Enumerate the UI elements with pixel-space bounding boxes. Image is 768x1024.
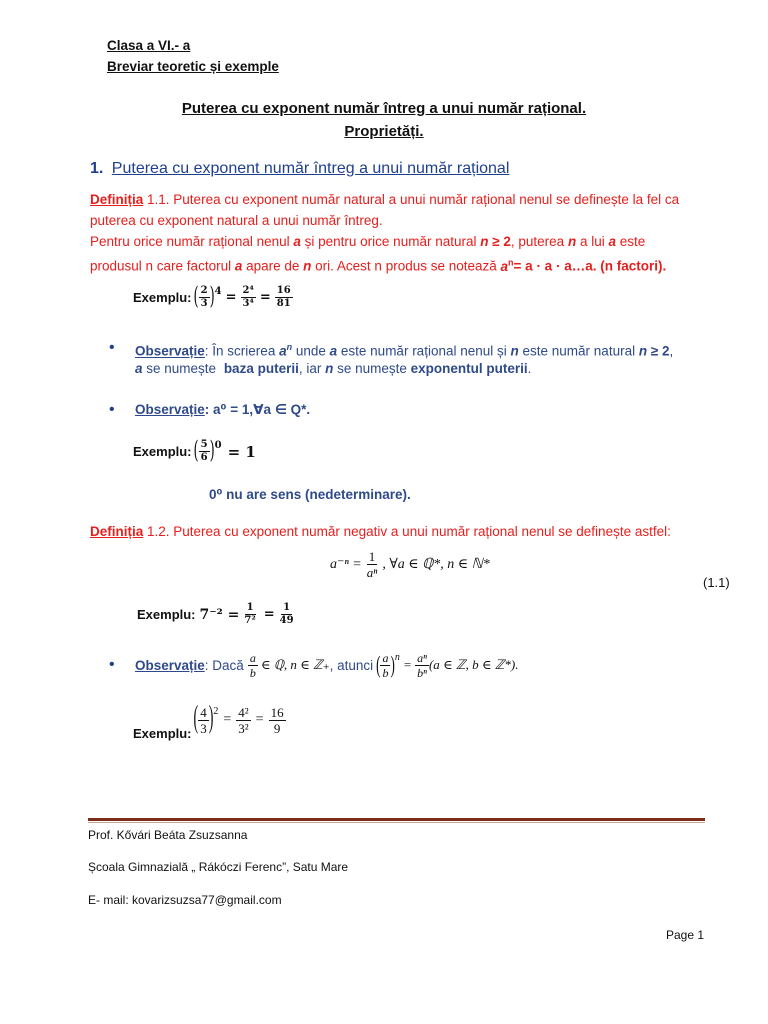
footer-author: Prof. Kővári Beáta Zsuzsanna [88,828,248,842]
footer-rule-shadow [88,822,705,823]
indeterminate-note: 0⁰ nu are sens (nedeterminare). [209,487,411,502]
definition-1-1-line2: puterea cu exponent natural a unui număr întreg. [90,213,383,228]
formula-number: (1.1) [703,575,730,590]
observation-label: Observație [135,343,205,359]
page-number: Page 1 [666,928,705,942]
observation-label: Observație [135,402,205,417]
footer-email: E- mail: kovarizsuzsa77@gmail.com [88,893,282,907]
definition-label: Definiția [90,524,144,539]
example-1: Exemplu: ( $\frac{2}{3}$ ) $^4$ = $\frac{\text{2⁴}}{\text{3⁴}}$ = $\frac{16}{81}$ [133,283,291,312]
document-subtitle: Breviar teoretic și exemple [107,59,279,74]
example-label: Exemplu: [133,290,192,305]
observation-label: • Observație [135,657,205,673]
section-number: 1. [90,160,104,177]
definition-1-1-line1: Definiția 1.1. Puterea cu exponent număr natural a unui număr rațional nenul se definește la fel ca [90,192,680,207]
example-2: Exemplu: ( $\frac{5}{6}$ ) $^0$ = 1 [133,437,256,466]
observation-1-line1: • Observație: În scrierea $a^n$ unde a este număr rațional nenul și n este număr natural n ≥ 2, [135,337,673,362]
page-title-line2: Proprietăți. [344,123,424,140]
footer-rule [88,818,705,821]
formula-1-1: a⁻ⁿ = $\frac{1}{\text{aⁿ}}$ , ∀a ∈ ℚ*, n ∈ ℕ* [330,549,490,580]
observation-3: • Observație : Dacă $\frac{a}{b}$ ∈ ℚ, n ∈ ℤ₊ , atunci ( $\frac{a}{b}$ ) $^n$ = $\frac{\text{aⁿ}}{\text{bⁿ}}$ (a ∈ ℤ, b ∈ ℤ*). [135,640,518,690]
observation-2: • Observație: a⁰ = 1,∀a ∈ Q*. [135,399,310,420]
footer-school: Școala Gimnazială „ Rákóczi Ferenc”, Satu Mare [88,860,349,874]
page-title-line1: Puterea cu exponent număr întreg a unui număr rațional. [181,100,587,117]
class-line: Clasa a VI.- a [107,38,191,53]
observation-1-line2: a se numește baza puterii, iar n se numește exponentul puterii. [135,361,532,376]
definition-1-2: Definiția 1.2. Puterea cu exponent număr negativ a unui număr rațional nenul se definește astfel: [90,524,671,539]
definition-label: Definiția [90,192,144,207]
definition-1-1-line4: produsul n care factorul a apare de n ori. Acest n produs se notează $a^n= a \cdot a$ · a…a. (n factori). [90,257,667,274]
section-heading [90,160,509,178]
example-3: Exemplu: 7⁻² = $\frac{1}{\text{7²}}$ = $\frac{1}{49}$ [137,602,294,626]
definition-1-1-line3: Pentru orice număr rațional nenul a și pentru orice număr natural n ≥ 2, puterea n a lui a este [90,234,646,249]
example-4: Exemplu: ( $\frac{4}{3}$ ) $^2$ = $\frac{\text{4²}}{\text{3²}}$ = $\frac{16}{9}$ [133,701,284,741]
section-title: Puterea cu exponent număr întreg a unui număr rațional [111,160,510,177]
